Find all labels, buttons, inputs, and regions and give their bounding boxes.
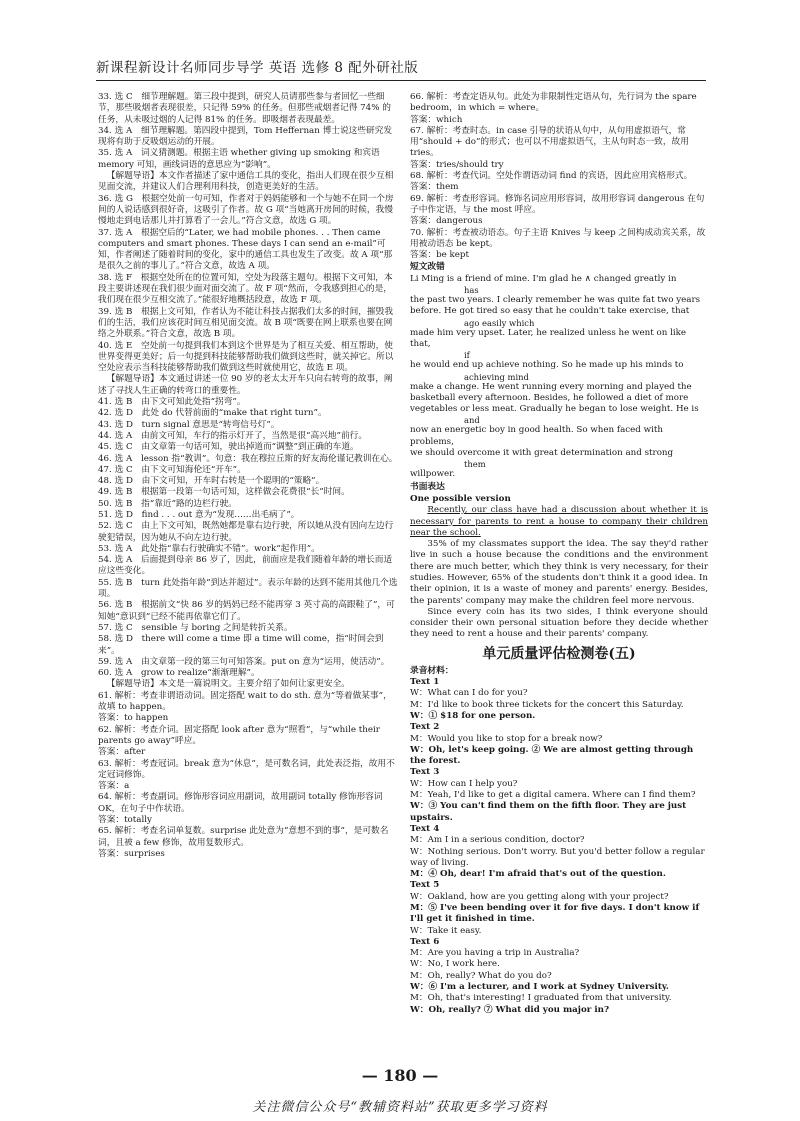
essay-paragraph: Recently, our class have had a discussion about whether it is necessary for parents to rent a house to company their children near the school. [410, 505, 708, 538]
correction-line: the past two years. I clearly remember he was quite fat two years [410, 295, 701, 306]
correction-line: before. He got tired so easy that he couldn't take exercise, that [410, 306, 690, 317]
text-label: Text 5 [410, 880, 440, 891]
dialogue-line: W：Take it easy. [410, 925, 482, 936]
answer-item: 答案：be kept [410, 250, 469, 261]
answer-item: 37. 选 A 根据空后的“Later, we had mobile phones. . . Then came computers and smart phones. These days I can send an e-mail”可知，作者阐述了随着时间的变化，家中的通信工具也发生了改变。故 A 项“那是很久之前的事儿了。”符合文意，故选 A 项。 [98, 227, 393, 272]
dialogue-line: M：Yeah, I'd like to get a digital camera. Where can I find them? [410, 790, 696, 801]
answer-item: 【解题导语】本文作者描述了家中通信工具的变化，指出人们现在很少互相见面交流，并建议人们合理利用科技，创造更美好的生活。 [98, 171, 394, 193]
answer-item: 67. 解析：考查时态。in case 引导的状语从句中，从句用虚拟语气，常用“should + do”的形式；也可以不用虚拟语气，主从句时态一致，故用 tries。 [410, 125, 689, 159]
page-header [96, 56, 706, 81]
answer-item: 答案：to happen [98, 713, 169, 724]
text-label: Text 2 [410, 722, 440, 733]
essay-paragraph: Since every coin has its two sides, I think everyone should consider their own personal situation before they decide whether they need to rent a house and their parents' company. [410, 606, 708, 640]
answer-item: 答案：surprises [98, 848, 165, 859]
dialogue-line: W：① $18 for one person. [410, 710, 536, 721]
dialogue-line: M：Are you having a trip in Australia? [410, 948, 580, 959]
answer-item: 38. 选 F 根据空处所在的位置可知，空处为段落主题句。根据下文可知，本段主要讲述现在我们很少面对面交流了。故 F 项“然而，令我感到担心的是，我们现在很少互相交流了。”能很好地概括段意，故选 F 项。 [98, 272, 393, 306]
answer-item: 39. 选 B 根据上文可知，作者认为不能让科技占据我们太多的时间，摧毁我们的生活，我们应该花时间互相见面交流。故 B 项“既要在网上联系也要在网络之外联系。”符合文意，故选 B 项。 [98, 306, 394, 340]
answer-item: 63. 解析：考查冠词。break 意为“休息”，是可数名词，此处表泛指，故用不定冠词修饰。 [98, 758, 395, 780]
essay-paragraph: 35% of my classmates support the idea. The say they'd rather live in such a house because the conditions and the environment there are much better, which they think is very necessary, for their studies. However, 65% of the students don't think it a good idea. In their opinion, it is a waste of money and parents' energy. Besides, the parents' company may make the children feel more nervous. [410, 539, 708, 606]
answer-item: 53. 选 A 此处指“靠右行驶确实不错”。work“起作用”。 [98, 543, 320, 554]
correction-line: make a change. He went running every morning and played the [410, 381, 692, 392]
correction-line: we should overcome it with great determination and strong [410, 448, 674, 459]
answer-item: 44. 选 A 由前文可知，车行的指示灯开了，当然是很“高兴地”前行。 [98, 430, 368, 441]
answer-item: 54. 选 A 后面提到母亲 86 岁了，因此，前面应是我们随着年龄的增长而适应这些变化。 [98, 555, 393, 577]
correction-fix: and [464, 415, 480, 426]
answer-item: 43. 选 D turn signal 意思是“转弯信号灯”。 [98, 419, 280, 430]
correction-fix: ago easily which [464, 317, 535, 328]
answer-item: 57. 选 C sensible 与 boring 之间是转折关系。 [98, 622, 293, 633]
answer-item: 48. 选 D 由下文可知，开车时右转是一个聪明的“策略”。 [98, 476, 325, 487]
text-label: Text 1 [410, 677, 440, 688]
answer-item: 52. 选 C 由上下文可知，既然她都是靠右边行驶，所以她从没有因向左边行驶犯错误，因为她从不向左边行驶。 [98, 521, 394, 543]
answer-item: 60. 选 A grow to realize“渐渐理解”。 [98, 668, 260, 679]
answer-item: 答案：which [410, 114, 463, 125]
correction-heading: 短文改错 [410, 262, 445, 273]
answer-item: 45. 选 C 由文章第一句话可知，驶出掉道而“调整”到正确的车道。 [98, 442, 359, 453]
answer-item: 答案：a [98, 781, 130, 792]
dialogue-line: M：Am I in a serious condition, doctor? [410, 835, 585, 846]
dialogue-line: W：No, I work here. [410, 959, 500, 970]
answers-66-70 [410, 92, 708, 261]
correction-fix: them [464, 459, 486, 470]
answer-item: 58. 选 D there will come a time 即 a time will come，指“时间会到来”。 [98, 634, 384, 656]
footer-note: 关注微信公众号“教辅资料站”获取更多学习资料 [252, 1100, 548, 1115]
answer-item: 42. 选 D 此处 do 代替前面的“make that right turn”。 [98, 408, 327, 419]
answer-item: 36. 选 G 根据空处前一句可知，作者对于妈妈能够和一个与她不在同一个房间的人说话感到很好奇，这吸引了作者。故 G 项“当她离开房间的时候，我慢慢地走到电话那儿并打算看了一会儿。”符合文意，故选 G 项。 [98, 193, 394, 227]
dialogue-line: M：I'd like to book three tickets for the concert this Saturday. [410, 699, 684, 710]
answer-item: 51. 选 D find . . . out 意为“发现……出毛病了”。 [98, 509, 300, 520]
unit-title: 单元质量评估检测卷(五) [482, 645, 636, 662]
answer-item: 61. 解析：考查非谓语动词。固定搭配 wait to do sth. 意为“等着做某事”，故填 to happen。 [98, 690, 392, 713]
dialogue-line: W：What can I do for you? [410, 688, 528, 699]
answer-item: 40. 选 E 空处前一句提到我们本到这个世界是为了相互关爱、相互帮助，使世界变得更美好；后一句提到科技能够帮助我们做到这些时，就关掉它。所以空处应表示当科技能够帮助我们做到这些时就使用它，故选 E 项。 [98, 340, 394, 374]
correction-fix: if [464, 350, 470, 361]
dialogue-line: M：⑤ I've been bending over it for five days. I don't know if I'll get it finished in time. [410, 903, 700, 925]
listening-texts [410, 677, 708, 1016]
correction-line: he would end up achieve nothing. So he made up his minds to [410, 360, 684, 371]
answer-item: 33. 选 C 细节理解题。第三段中提到，研究人员请那些参与者回忆一些细节，那些吸烟者表现很差，只记得 59% 的任务。但那些戒烟者记得 74% 的任务，从未吸过烟的人记得 81% 的任务。即吸烟者表现最差。 [98, 92, 391, 125]
answer-item: 答案：totally [98, 815, 152, 825]
answer-item: 68. 解析：考查代词。空处作谓语动词 find 的宾语，因此应用宾格形式。 [410, 171, 693, 182]
dialogue-line: W：Oh, really? ⑦ What did you major in? [410, 1004, 610, 1015]
answer-item: 答案：dangerous [410, 216, 483, 227]
text-label: Text 3 [410, 767, 440, 778]
right-column [410, 92, 708, 1016]
dialogue-line: M：④ Oh, dear! I'm afraid that's out of the question. [410, 869, 666, 880]
dialogue-line: M：Oh, that's interesting! I graduated from that university. [410, 993, 672, 1004]
correction-fix: achieving mind [464, 371, 529, 382]
answer-item: 64. 解析：考查副词。修饰形容词应用副词，故用副词 totally 修饰形容词 OK，在句子中作状语。 [98, 792, 383, 814]
answer-item: 35. 选 A 词义猜测题。根据主语 whether giving up smoking 和宾语 memory 可知，画线词语的意思应为“影响”。 [98, 148, 380, 170]
answer-item: 41. 选 B 由下文可知此处指“拐弯”。 [98, 397, 246, 408]
answer-item: 49. 选 B 根据第一段第一句话可知，这样做会花费很“长”时间。 [98, 487, 350, 498]
answer-item: 答案：tries/should try [410, 159, 504, 170]
answer-item: 69. 解析：考查形容词。修饰名词应用形容词，故用形容词 dangerous 在句子中作定语，与 the most 呼应。 [410, 193, 705, 215]
writing-heading: 书面表达 [410, 481, 445, 492]
correction-line: made him very upset. Later, he realized unless he went on like that, [410, 327, 687, 349]
answer-item: 答案：after [98, 747, 146, 758]
answer-item: 56. 选 B 根据前文“快 86 岁的妈妈已经不能再穿 3 英寸高的高跟鞋了”，可知她“意识到”已经不能再依靠它们了。 [98, 600, 395, 622]
essay [410, 505, 708, 641]
answer-item: 34. 选 A 细节理解题。第四段中提到，Tom Heffernan 博士说这些研究发现将有助于反吸烟运动的开展。 [98, 125, 393, 148]
correction-line: willpower. [410, 469, 456, 480]
dialogue-line: W：Oh, let's keep going. ② We are almost getting through the forest. [410, 744, 694, 767]
correction-fix: has [464, 285, 479, 296]
left-column [98, 92, 398, 860]
text-label: Text 4 [410, 823, 440, 834]
header-title: 新课程新设计名师同步导学 英语 选修 8 配外研社版 [96, 60, 419, 76]
material-label: 录音材料： [410, 665, 454, 676]
dialogue-line: W：Oakland, how are you getting along with your project? [410, 891, 669, 902]
correction-line: vegetables or less meat. Gradually he began to lose weight. He is [410, 404, 699, 415]
answer-item: 46. 选 A lesson 指“教训”。句意：我在穆拉丘斯的好友海伦谨记教训在心。 [98, 453, 398, 464]
answer-item: 55. 选 B turn 此处指年龄“到达并超过”。表示年龄的达到不能用其他几个选项。 [98, 577, 398, 600]
answer-item: 【解题导语】本文是一篇说明文。主要介绍了如何让家更安全。 [106, 679, 350, 690]
text-label: Text 6 [410, 936, 440, 947]
dialogue-line: W：How can I help you? [410, 778, 518, 789]
answer-item: 50. 选 B 指“靠近”路的边栏行驶。 [98, 498, 237, 509]
dialogue-line: W：⑥ I'm a lecturer, and I work at Sydney University. [410, 982, 669, 993]
answer-item: 59. 选 A 由文章第一段的第三句可知答案。put on 意为“运用，使活动”。 [98, 656, 390, 667]
correction-line: basketball every afternoon. Besides, he followed a diet of more [410, 392, 689, 403]
dialogue-line: M：Oh, really? What do you do? [410, 970, 552, 981]
answer-item: 70. 解析：考查被动语态。句子主语 Knives 与 keep 之间构成动宾关系，故用被动语态 be kept。 [410, 227, 706, 249]
page-number: — 180 — [361, 1066, 439, 1085]
dialogue-line: W：③ You can't find them on the fifth floor. They are just upstairs. [410, 801, 687, 823]
answer-item: 65. 解析：考查名词单复数。surprise 此处意为“意想不到的事”，是可数名词，且被 a few 修饰，故用复数形式。 [98, 826, 389, 848]
answer-item: 66. 解析：考查定语从句。此处为非限制性定语从句，先行词为 the spare bedroom，in which = where。 [410, 92, 697, 114]
answer-item: 答案：them [410, 182, 459, 193]
dialogue-line: W：Nothing serious. Don't worry. But you'd better follow a regular way of living. [410, 846, 705, 868]
answer-item: 47. 选 C 由下文可知海伦还“开车”。 [98, 464, 246, 475]
correction-line: now an energetic boy in good health. So when faced with problems, [410, 425, 663, 447]
writing-version: One possible version [410, 493, 511, 504]
correction-block [410, 274, 708, 481]
answer-item: 62. 解析：考查介词。固定搭配 look after 意为“照看”，与“while their parents go away”呼应。 [98, 724, 380, 746]
correction-line: Li Ming is a friend of mine. I'm glad he ∧ changed greatly in [410, 273, 677, 284]
answer-item: 【解题导语】本文通过讲述一位 90 岁的老太太开车只向右转弯的故事，阐述了寻找人生正确的转弯口的重要性。 [98, 374, 393, 396]
dialogue-line: M：Would you like to stop for a break now? [410, 733, 603, 744]
